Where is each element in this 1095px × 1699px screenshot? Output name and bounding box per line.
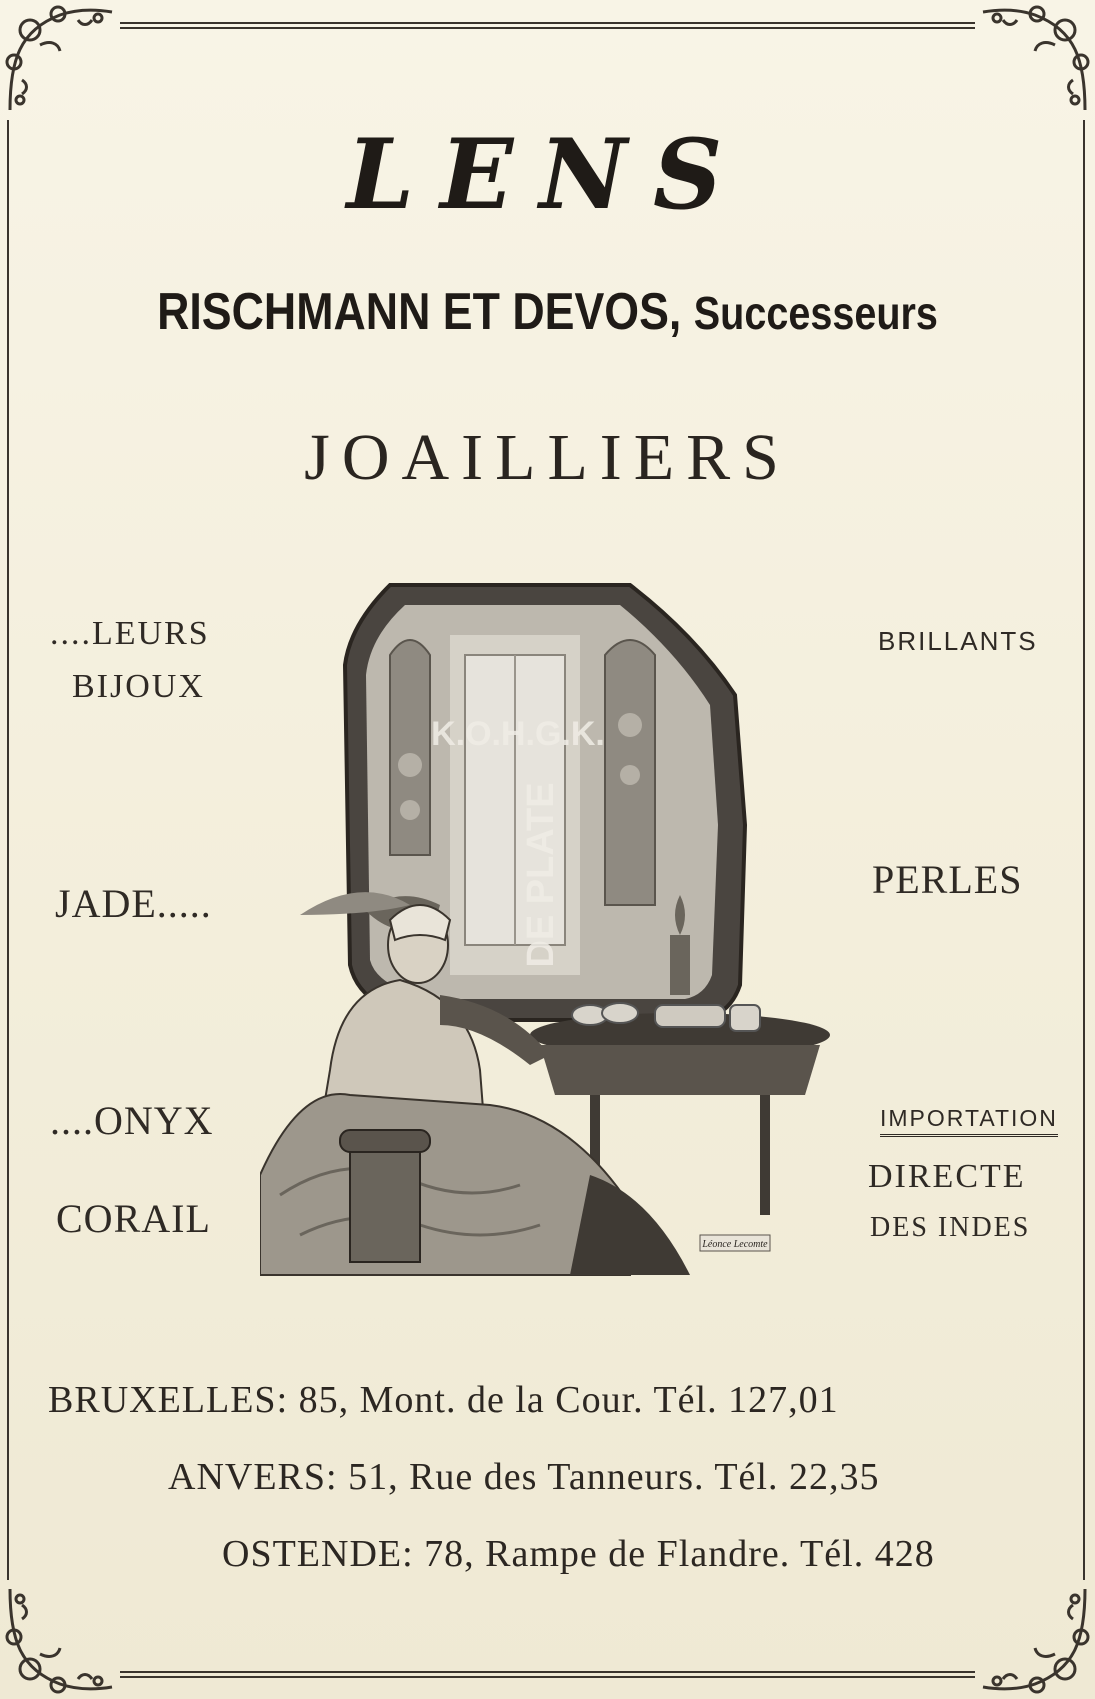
trade-title: JOAILLIERS: [304, 421, 791, 494]
right-word-importation: IMPORTATION: [880, 1105, 1058, 1137]
bottom-border-line-inner: [120, 1676, 975, 1678]
brand-title: LENS: [346, 118, 749, 231]
woman-skirt: [260, 1094, 630, 1275]
top-border-line: [120, 22, 975, 24]
watermark-line-2: DE PLATE: [520, 782, 562, 968]
left-word-corail: CORAIL: [56, 1196, 211, 1241]
address-detail: : 78, Rampe de Flandre. Tél. 428: [402, 1533, 935, 1575]
left-word-jade: JADE.....: [55, 881, 212, 926]
address-line-anvers: [168, 1455, 879, 1499]
corner-ornament-icon: [975, 0, 1095, 120]
successors-label: Successeurs: [693, 287, 938, 339]
illustration: [260, 575, 830, 1280]
corner-ornament-icon: [0, 0, 120, 120]
left-word-onyx: ....ONYX: [50, 1098, 214, 1143]
corner-ornament-icon: [0, 1579, 120, 1699]
watermark-line-1: K.O.H.G.K.: [431, 715, 605, 753]
stool-seat: [340, 1130, 430, 1152]
address-detail: : 85, Mont. de la Cour. Tél. 127,01: [276, 1379, 839, 1421]
right-border-line: [1083, 120, 1085, 1580]
reflected-cabinet-left: [390, 640, 430, 855]
address-city: BRUXELLES: [48, 1379, 277, 1421]
dressing-table-apron: [540, 1045, 820, 1095]
dress-train: [570, 1175, 690, 1275]
woman-at-dressing-table-illustration: [260, 575, 830, 1280]
stool-base: [350, 1152, 420, 1262]
address-line-ostende: [222, 1532, 935, 1576]
left-border-line: [7, 120, 9, 1580]
right-word-brillants: BRILLANTS: [878, 626, 1038, 656]
right-word-perles: PERLES: [872, 857, 1023, 902]
right-word-directe: DIRECTE: [868, 1158, 1026, 1195]
illustration-signature: Léonce Lecomte: [702, 1239, 768, 1250]
top-border-line-inner: [120, 27, 975, 29]
address-detail: : 51, Rue des Tanneurs. Tél. 22,35: [326, 1456, 880, 1498]
address-line-bruxelles: [48, 1378, 839, 1422]
left-word-bijoux: BIJOUX: [72, 668, 205, 705]
corner-ornament-icon: [975, 1579, 1095, 1699]
address-city: ANVERS: [168, 1456, 327, 1498]
left-word-leurs: ....LEURS: [50, 615, 210, 652]
address-city: OSTENDE: [222, 1533, 403, 1575]
bottom-border-line: [120, 1671, 975, 1673]
firm-name-text: RISCHMANN ET DEVOS,: [157, 283, 682, 341]
right-word-des-indes: DES INDES: [870, 1212, 1031, 1243]
firm-name: [77, 282, 1019, 342]
